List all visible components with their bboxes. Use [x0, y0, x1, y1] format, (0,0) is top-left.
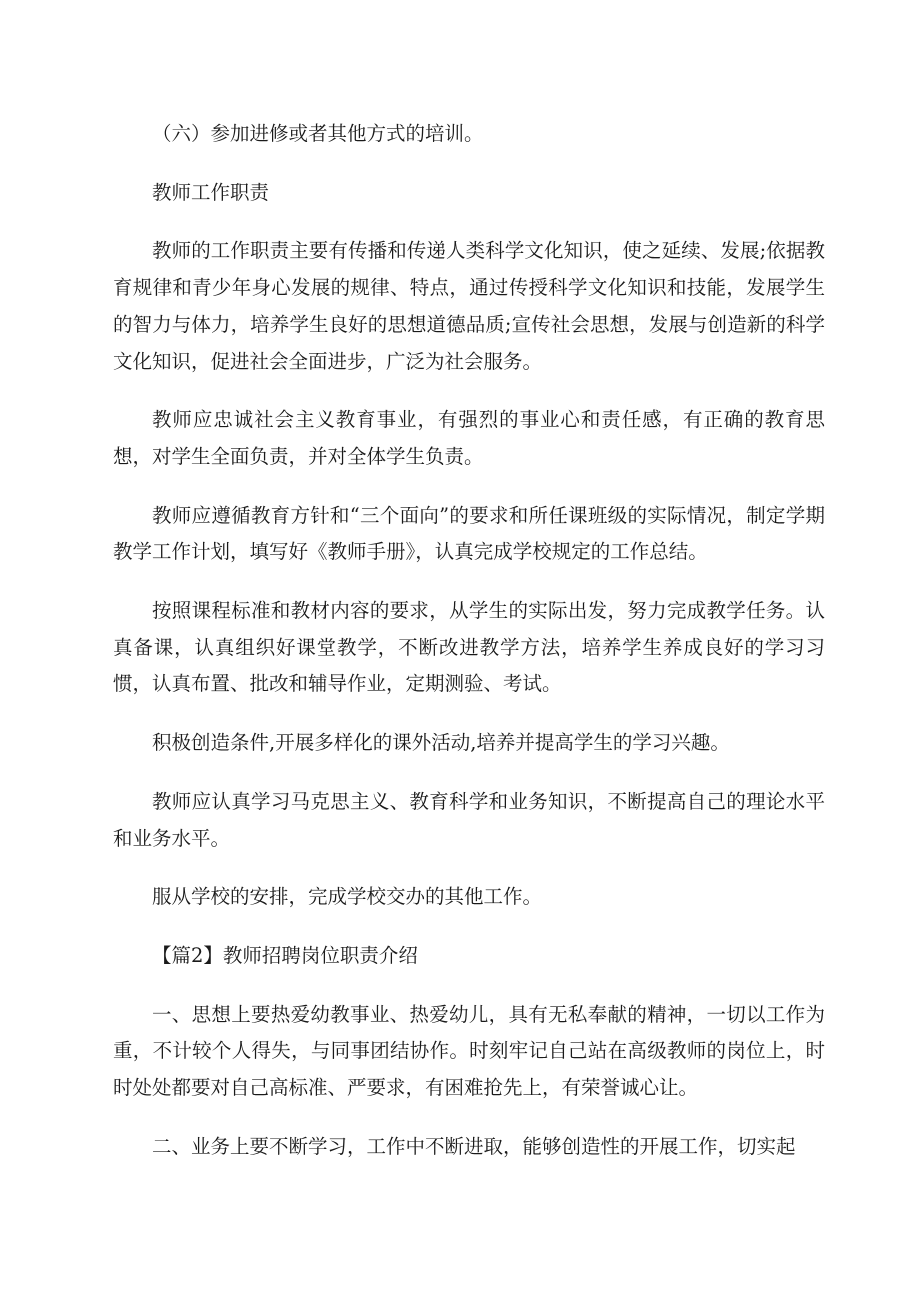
paragraph-professional: 二、业务上要不断学习，工作中不断进取，能够创造性的开展工作，切实起	[152, 1134, 796, 1158]
paragraph-obey-school: 服从学校的安排，完成学校交办的其他工作。	[152, 885, 543, 909]
paragraph-activities: 积极创造条件,开展多样化的课外活动,培养并提高学生的学习兴趣。	[152, 731, 730, 755]
section-heading-part-2: 【篇2】教师招聘岗位职责介绍	[152, 943, 418, 967]
section-heading-teacher-duties: 教师工作职责	[152, 180, 270, 204]
paragraph-training: （六）参加进修或者其他方式的培训。	[152, 122, 484, 145]
document-body	[113, 116, 825, 1165]
paragraph-ideology: 一、思想上要热爱幼教事业、热爱幼儿，具有无私奉献的精神，一切以工作为重，不计较个人得失，与同事团结协作。时刻牢记自己站在高级教师的岗位上，时时处处都要对自己高标准、严要求，有困难抢先上，有荣誉诚心让。	[113, 1002, 825, 1100]
paragraph-loyalty: 教师应忠诚社会主义教育事业，有强烈的事业心和责任感，有正确的教育思想，对学生全面负责，并对全体学生负责。	[113, 408, 825, 468]
paragraph-study: 教师应认真学习马克思主义、教育科学和业务知识，不断提高自己的理论水平和业务水平。	[113, 789, 825, 850]
paragraph-duties-overview: 教师的工作职责主要有传播和传递人类科学文化知识，使之延续、发展;依据教育规律和青少年身心发展的规律、特点，通过传授科学文化知识和技能，发展学生的智力与体力，培养学生良好的思想道德品质;宣传社会思想，发展与创造新的科学文化知识，促进社会全面进步，广泛为社会服务。	[113, 239, 825, 373]
paragraph-curriculum: 按照课程标准和教材内容的要求，从学生的实际出发，努力完成教学任务。认真备课，认真组织好课堂教学，不断改进教学方法，培养学生养成良好的学习习惯，认真布置、批改和辅导作业，定期测验、考试。	[113, 599, 825, 696]
paragraph-teaching-plan: 教师应遵循教育方针和“三个面向”的要求和所任课班级的实际情况，制定学期教学工作计划，填写好《教师手册》，认真完成学校规定的工作总结。	[113, 503, 825, 564]
